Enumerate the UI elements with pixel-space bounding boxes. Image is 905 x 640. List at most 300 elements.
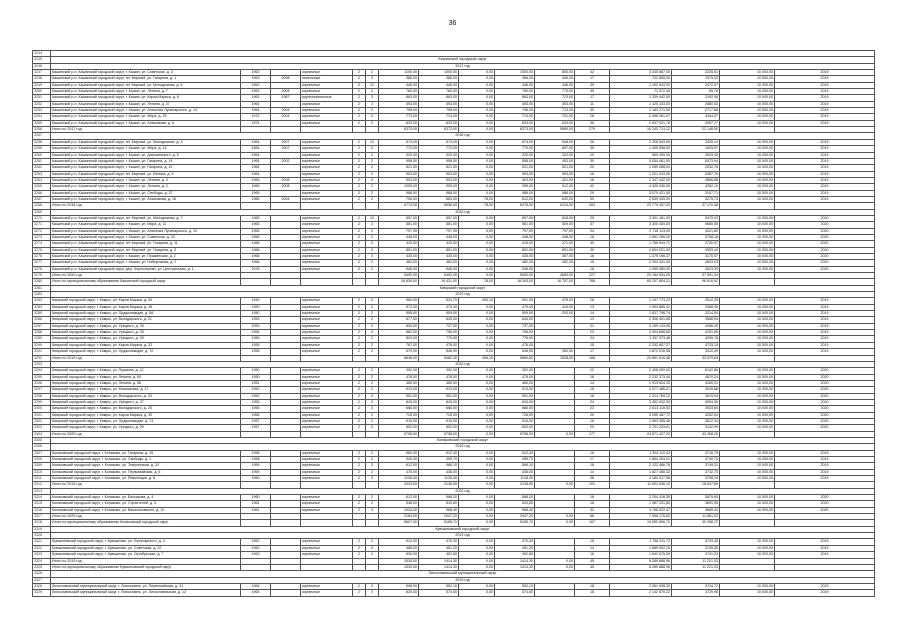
table-cell: 2 (353, 501, 366, 507)
table-cell: 677,00 (379, 317, 419, 323)
table-cell: 2 (353, 368, 366, 374)
table-cell: 11 692 636,10 (610, 482, 672, 488)
table-cell: 2 (353, 406, 366, 412)
table-cell: 652,00 (495, 425, 535, 431)
row-number-cell: 3309 (33, 463, 51, 469)
table-cell: 2 (366, 241, 379, 247)
table-cell: панельные (301, 76, 353, 82)
page-number: 36 (448, 20, 457, 27)
table-cell: 1 099 389,00 (610, 266, 672, 272)
table-cell: 2019 (775, 457, 875, 463)
table-cell: кирпичные (301, 171, 353, 177)
table-cell: 2019 (775, 311, 875, 317)
table-cell: 897,00 (419, 215, 459, 221)
table-cell: 4733,15 (672, 342, 720, 348)
table-cell: 10 000,00 (720, 399, 775, 405)
table-cell: кирпичные (301, 539, 353, 545)
table-cell: 2 (353, 304, 366, 310)
table-cell: 1414,30 (495, 558, 535, 564)
table-cell: 2 (353, 228, 366, 234)
table-cell: 2020 (775, 254, 875, 260)
row-number-cell: 3324 (33, 558, 51, 564)
table-cell: 775,00 (535, 89, 575, 95)
table-cell: 10 000,00 (720, 317, 775, 323)
table-cell: 66 (575, 514, 610, 520)
table-cell: 3 304 668,65 (610, 330, 672, 336)
table-cell: 33 579,64 (672, 355, 720, 361)
table-cell: кирпичные (301, 342, 353, 348)
table-cell: крупнопанельные (301, 95, 353, 101)
table-cell: 0,00 (459, 171, 495, 177)
table-cell: 2 (353, 349, 366, 355)
table-cell: 1966 (241, 254, 271, 260)
table-cell: 0,00 (535, 564, 575, 570)
table-cell: 0,00 (459, 457, 495, 463)
table-cell: 5798,00 (495, 431, 535, 437)
table-cell: 0,00 (459, 323, 495, 329)
address-cell: Кимрский городской округ, г. Кимры, ул. Орджоникидзе, д. 68 (51, 311, 241, 317)
table-cell: 2 (353, 393, 366, 399)
table-cell: 728,00 (419, 412, 459, 418)
table-cell: 10 000,00 (720, 114, 775, 120)
table-cell: 0,00 (459, 590, 495, 596)
table-cell: 2 (366, 184, 379, 190)
table-cell: 168 (575, 355, 610, 361)
table-cell: 5492,00 (419, 273, 459, 279)
table-cell: кирпичные (301, 545, 353, 551)
table-cell: 548,90 (495, 349, 535, 355)
row-number-cell: 3288 (33, 330, 51, 336)
address-cell: Кимрский городской округ, г. Кимры, ул. Урицкого, д. 35 (51, 330, 241, 336)
table-cell: 2 (353, 139, 366, 145)
table-cell: 16 (575, 254, 610, 260)
table-cell: 10 000,00 (720, 139, 775, 145)
table-cell: 3 054 461,00 (610, 158, 672, 164)
table-cell: 0,00 (459, 304, 495, 310)
table-cell: 1955 (241, 342, 271, 348)
table-cell: 2 (353, 552, 366, 558)
row-number-cell: 3314 (33, 495, 51, 501)
row-number-cell: 3252 (33, 101, 51, 107)
table-cell: кирпичные (301, 266, 353, 272)
table-cell: 2 (353, 298, 366, 304)
table-cell: 0,00 (459, 177, 495, 183)
table-cell: 15 (575, 539, 610, 545)
table-cell: 19 650 806,72 (610, 520, 672, 526)
table-cell: 2020 (775, 507, 875, 513)
table-cell: 0,00 (459, 247, 495, 253)
table-cell: 415,00 (379, 241, 419, 247)
table-cell: 3 337 373,48 (610, 336, 672, 342)
table-cell: 2 (366, 495, 379, 501)
table-cell: 833,00 (419, 120, 459, 126)
table-cell: 16 (575, 552, 610, 558)
table-cell: 262 (575, 203, 610, 209)
table-cell: 0,00 (459, 469, 495, 475)
table-cell: 10 000,00 (720, 108, 775, 114)
table-cell: 10 000,00 (720, 184, 775, 190)
table-cell: 2 (366, 311, 379, 317)
table-cell: 652,00 (419, 425, 459, 431)
table-cell: 475,00 (379, 469, 419, 475)
table-cell: 2020 (775, 406, 875, 412)
table-cell: 4670,24 (672, 374, 720, 380)
table-cell: 32 (575, 507, 610, 513)
table-cell: кирпичные (301, 469, 353, 475)
table-cell: 683,00 (419, 196, 459, 202)
table-cell: 5 289 888,96 (610, 564, 672, 570)
table-cell: 3 (366, 476, 379, 482)
table-cell: 446,00 (535, 82, 575, 88)
row-number-cell: 3249 (33, 82, 51, 88)
table-cell: 10 000,00 (720, 330, 775, 336)
table-cell: 1952 (241, 393, 271, 399)
table-cell: 2019 (775, 95, 875, 101)
table-cell: 0,00 (459, 273, 495, 279)
table-cell: 2 163 271,00 (610, 108, 672, 114)
table-cell: кирпичные (301, 114, 353, 120)
table-cell: 0,00 (459, 507, 495, 513)
table-cell: 737,00 (419, 323, 459, 329)
table-cell: 674,00 (495, 139, 535, 145)
address-cell: Кимрский городской округ, г. Кимры, ул. Ленина, д. 60 (51, 374, 241, 380)
table-cell: 446,00 (419, 82, 459, 88)
table-cell: 0,00 (459, 234, 495, 240)
table-cell: 770,00 (379, 146, 419, 152)
table-cell: 1 843 675,09 (610, 552, 672, 558)
row-number-cell: 3292 (33, 355, 51, 361)
table-cell: 421,00 (535, 177, 575, 183)
table-cell: 2 (366, 393, 379, 399)
table-cell: 768 (575, 279, 610, 285)
table-cell: 16 (575, 177, 610, 183)
table-cell: 6556,00 (419, 203, 459, 209)
table-cell: 2 (353, 82, 366, 88)
table-cell: 24 (575, 336, 610, 342)
table-cell: 513,00 (495, 387, 535, 393)
table-cell: 2 (353, 95, 366, 101)
table-cell: 2 (366, 165, 379, 171)
table-cell: 476,00 (419, 342, 459, 348)
table-cell: 3410,49 (672, 349, 720, 355)
table-cell: 10 000,00 (720, 552, 775, 558)
table-cell: 5680,55 (672, 222, 720, 228)
table-cell: 1414,30 (419, 558, 459, 564)
row-number-cell: 3304 (33, 431, 51, 437)
row-number-cell: 3290 (33, 342, 51, 348)
address-cell: Кашинский р-н, Кашинский городской округ, г. Кашин, ул. Набережная, д. 2 (51, 260, 241, 266)
table-cell: 6142,86 (672, 368, 720, 374)
table-cell: 2 (366, 247, 379, 253)
table-cell: 3 300 400,00 (610, 222, 672, 228)
table-cell: 2019 (775, 463, 875, 469)
table-cell: 10 000,00 (720, 120, 775, 126)
table-cell: 12 (366, 139, 379, 145)
row-number-cell: 3299 (33, 399, 51, 405)
table-cell: 96 910,92 (672, 279, 720, 285)
table-cell: 2019 (775, 146, 875, 152)
table-cell: 492,80 (419, 552, 459, 558)
table-cell: 2 (353, 450, 366, 456)
table-cell: кирпичные (301, 311, 353, 317)
table-cell: 10 000,00 (720, 222, 775, 228)
table-cell: 2 (366, 583, 379, 589)
address-cell: Кашинский р-н, Кашинский городской округ, г. Кашин, ул. Мира, д. 14 (51, 146, 241, 152)
table-cell: кирпичные (301, 583, 353, 589)
table-cell: 17 (575, 95, 610, 101)
table-cell: 10 000,00 (720, 476, 775, 482)
table-cell: 1 405 998,00 (610, 146, 672, 152)
address-cell: Кашинский р-н, Кашинский городской округ, г. Кашин, ул. Ленина, д. 7 (51, 89, 241, 95)
table-cell: 2020 (775, 380, 875, 386)
table-cell: 0,00 (459, 495, 495, 501)
table-cell: 0,00 (459, 120, 495, 126)
table-cell: 2 (353, 374, 366, 380)
table-cell: 371,00 (535, 241, 575, 247)
table-cell: 1966 (241, 260, 271, 266)
table-cell: кирпичные (301, 222, 353, 228)
table-cell: 1961 (241, 501, 271, 507)
table-cell: 17 (575, 76, 610, 82)
table-cell: 30 (575, 196, 610, 202)
table-cell: 35 (575, 146, 610, 152)
table-cell: 2 (353, 380, 366, 386)
table-cell: 2 (353, 177, 366, 183)
address-cell: Итого по 2019 год (51, 355, 241, 361)
table-cell: 2019 (775, 70, 875, 76)
table-cell: 36 (575, 120, 610, 126)
table-cell: 2 (366, 412, 379, 418)
table-cell: 2 122 486,76 (610, 463, 672, 469)
table-cell: 2 (366, 114, 379, 120)
table-cell: кирпичные (301, 501, 353, 507)
row-number-cell: 3272 (33, 228, 51, 234)
table-cell: 39 (575, 82, 610, 88)
table-cell: 3923,60 (672, 406, 720, 412)
table-cell: кирпичные (301, 406, 353, 412)
table-cell: 451,20 (419, 545, 459, 551)
table-cell: 2 (366, 552, 379, 558)
table-cell: 16 757,00 (535, 279, 575, 285)
table-cell: 548,00 (379, 501, 419, 507)
table-cell: 0,00 (535, 520, 575, 526)
table-cell: 2 (353, 184, 366, 190)
address-cell: Кашинский р-н, Кашинский городской округ, г. Кашин, ул. Ленина, д. 2 (51, 184, 241, 190)
table-cell: 492,80 (495, 552, 535, 558)
table-cell: кирпичные (301, 323, 353, 329)
row-number-cell: 3303 (33, 425, 51, 431)
row-number-cell: 3320 (33, 533, 51, 539)
table-cell: 1955 (241, 399, 271, 405)
address-cell: Кашинский р-н, Кашинский городской округ, г. Кашин, ул. Ленина, д. 4 (51, 177, 241, 183)
table-cell: 10 000,00 (720, 311, 775, 317)
table-cell: 2 (353, 425, 366, 431)
table-cell: 2 (353, 215, 366, 221)
table-cell: 2184,00 (379, 514, 419, 520)
table-cell: 470,40 (419, 304, 459, 310)
table-cell: кирпичные (301, 552, 353, 558)
table-cell: 350,00 (535, 349, 575, 355)
table-cell: 5185,70 (495, 520, 535, 526)
table-cell: 2 (353, 539, 366, 545)
table-cell: 1414,30 (495, 564, 535, 570)
row-number-cell: 3311 (33, 476, 51, 482)
table-cell: 2020 (775, 387, 875, 393)
section-title-cell: Кашинский городской округ (51, 57, 875, 63)
table-cell: 2020 (775, 266, 875, 272)
table-cell: 1000,00 (419, 70, 459, 76)
table-cell: 320,00 (419, 152, 459, 158)
table-cell: 2008 (271, 177, 301, 183)
table-cell: кирпичные (301, 190, 353, 196)
table-cell: 2019 (775, 304, 875, 310)
table-cell: 3889,43 (672, 507, 720, 513)
row-number-cell: 3326 (33, 571, 51, 577)
table-cell: 2020 (775, 215, 875, 221)
table-cell: 1965 (241, 234, 271, 240)
address-cell: Кимрский городской округ, г. Кимры, ул. Володарского, д. 25 (51, 406, 241, 412)
table-cell: 3716,79 (672, 450, 720, 456)
table-cell: 797,00 (379, 228, 419, 234)
table-cell: 2 408 000,00 (610, 368, 672, 374)
table-cell: 674,00 (379, 139, 419, 145)
address-cell: Кимрский городской округ, г. Кимры, ул. Урицкого, д. 33 (51, 323, 241, 329)
row-number-cell: 3287 (33, 323, 51, 329)
address-cell: Итого по 2020 год (51, 273, 241, 279)
table-cell: 1964 (241, 165, 271, 171)
table-cell: кирпичные (301, 412, 353, 418)
table-cell: 4295,78 (672, 336, 720, 342)
table-cell: 568,20 (419, 495, 459, 501)
table-cell: кирпичные (301, 165, 353, 171)
table-cell: 2 (353, 507, 366, 513)
table-cell: 2 (353, 76, 366, 82)
table-cell: 2 (353, 387, 366, 393)
table-cell: 0,00 (459, 158, 495, 164)
table-cell: 3388,45 (672, 304, 720, 310)
table-cell: 2019 (775, 114, 875, 120)
table-cell: 0,00 (459, 342, 495, 348)
table-cell: 0,00 (459, 431, 495, 437)
table-cell: 4094,90 (672, 399, 720, 405)
table-cell: 524,70 (419, 298, 459, 304)
table-cell: 10 000,00 (720, 457, 775, 463)
table-cell: 24 671 427,22 (610, 431, 672, 437)
row-number-cell: 3328 (33, 583, 51, 589)
table-cell: 2880,53 (672, 101, 720, 107)
table-cell: 2 (353, 152, 366, 158)
table-cell: 1963 (241, 95, 271, 101)
table-cell: 10 000,00 (720, 380, 775, 386)
table-cell: 3708,19 (672, 476, 720, 482)
table-cell: 17 (575, 349, 610, 355)
row-number-cell: 3271 (33, 222, 51, 228)
table-cell: 713,00 (495, 114, 535, 120)
table-cell: 2019 (775, 165, 875, 171)
table-cell: 10 000,00 (720, 82, 775, 88)
table-cell: 2019 (775, 317, 875, 323)
table-cell: 558,00 (419, 158, 459, 164)
row-number-cell: 3265 (33, 184, 51, 190)
table-cell: 320,00 (379, 152, 419, 158)
table-cell: 1960 (241, 476, 271, 482)
table-cell: 4023,39 (672, 266, 720, 272)
table-cell: 2 (366, 70, 379, 76)
table-cell: 2472,07 (672, 82, 720, 88)
table-cell: 4683,00 (535, 273, 575, 279)
table-cell: 6478,00 (495, 203, 535, 209)
table-cell: 2 (353, 241, 366, 247)
table-cell: 579,00 (379, 349, 419, 355)
housing-repair-table (32, 50, 875, 597)
table-cell: 14 (575, 469, 610, 475)
table-cell: 713,00 (535, 108, 575, 114)
address-cell: Кашинский р-н, Кашинский городской округ, г. Кашин, ул. Анисимова, д. 6 (51, 120, 241, 126)
table-cell: 2 (366, 399, 379, 405)
table-cell: кирпичные (301, 298, 353, 304)
row-number-cell: 3302 (33, 418, 51, 424)
table-cell: 2 (353, 89, 366, 95)
table-cell: 18 647,69 (672, 482, 720, 488)
table-cell: кирпичные (301, 70, 353, 76)
table-cell: 20 184 634,09 (610, 273, 672, 279)
table-cell: 2 (366, 368, 379, 374)
table-cell: 2 (366, 152, 379, 158)
table-cell: 1965 (241, 215, 271, 221)
table-cell: 2 (366, 330, 379, 336)
table-cell: 1000,00 (495, 70, 535, 76)
table-cell: 598,00 (379, 583, 419, 589)
table-cell: 10 000,00 (720, 450, 775, 456)
table-cell: 1965 (241, 228, 271, 234)
row-number-cell: 3280 (33, 279, 51, 285)
row-number-cell: 3251 (33, 95, 51, 101)
table-cell: 2019 (775, 152, 875, 158)
row-number-cell: 3318 (33, 520, 51, 526)
table-cell: 1095,00 (379, 184, 419, 190)
table-cell: 566,10 (495, 463, 535, 469)
table-cell: 2512,25 (672, 298, 720, 304)
address-cell: Кашинский р-н, Кашинский городской округ, г. Кашин, ул. Гагарина, д. 10 (51, 165, 241, 171)
row-number-cell: 3293 (33, 361, 51, 367)
address-cell: Кашинский р-н, Кашинский городской округ, г. Кашин, ул. Анисимова, д. 16 (51, 196, 241, 202)
table-cell: 2019 (775, 89, 875, 95)
table-cell: 863,00 (495, 95, 535, 101)
table-cell: 2019 (775, 177, 875, 183)
table-cell: 0,00 (459, 146, 495, 152)
table-cell: 10 000,00 (720, 146, 775, 152)
table-cell: 1530,00 (379, 558, 419, 564)
table-cell: 509,50 (419, 311, 459, 317)
table-cell: 2 (366, 234, 379, 240)
table-cell: 0,00 (459, 260, 495, 266)
table-cell: 1528,00 (535, 355, 575, 361)
table-cell: кирпичные (301, 82, 353, 88)
year-title-cell: 2019 год (51, 533, 875, 539)
table-cell: 24 (575, 228, 610, 234)
table-cell: 18 (575, 234, 610, 240)
table-cell: кирпичные (301, 146, 353, 152)
table-cell: 1959 (241, 463, 271, 469)
table-cell: 2 (353, 171, 366, 177)
table-cell: 2 (366, 539, 379, 545)
table-cell: 515,00 (495, 418, 535, 424)
table-cell: 1957 (241, 418, 271, 424)
table-cell: 2 (353, 399, 366, 405)
table-cell: 0,00 (459, 228, 495, 234)
table-cell: 510,60 (419, 501, 459, 507)
table-cell: 470,40 (495, 304, 535, 310)
